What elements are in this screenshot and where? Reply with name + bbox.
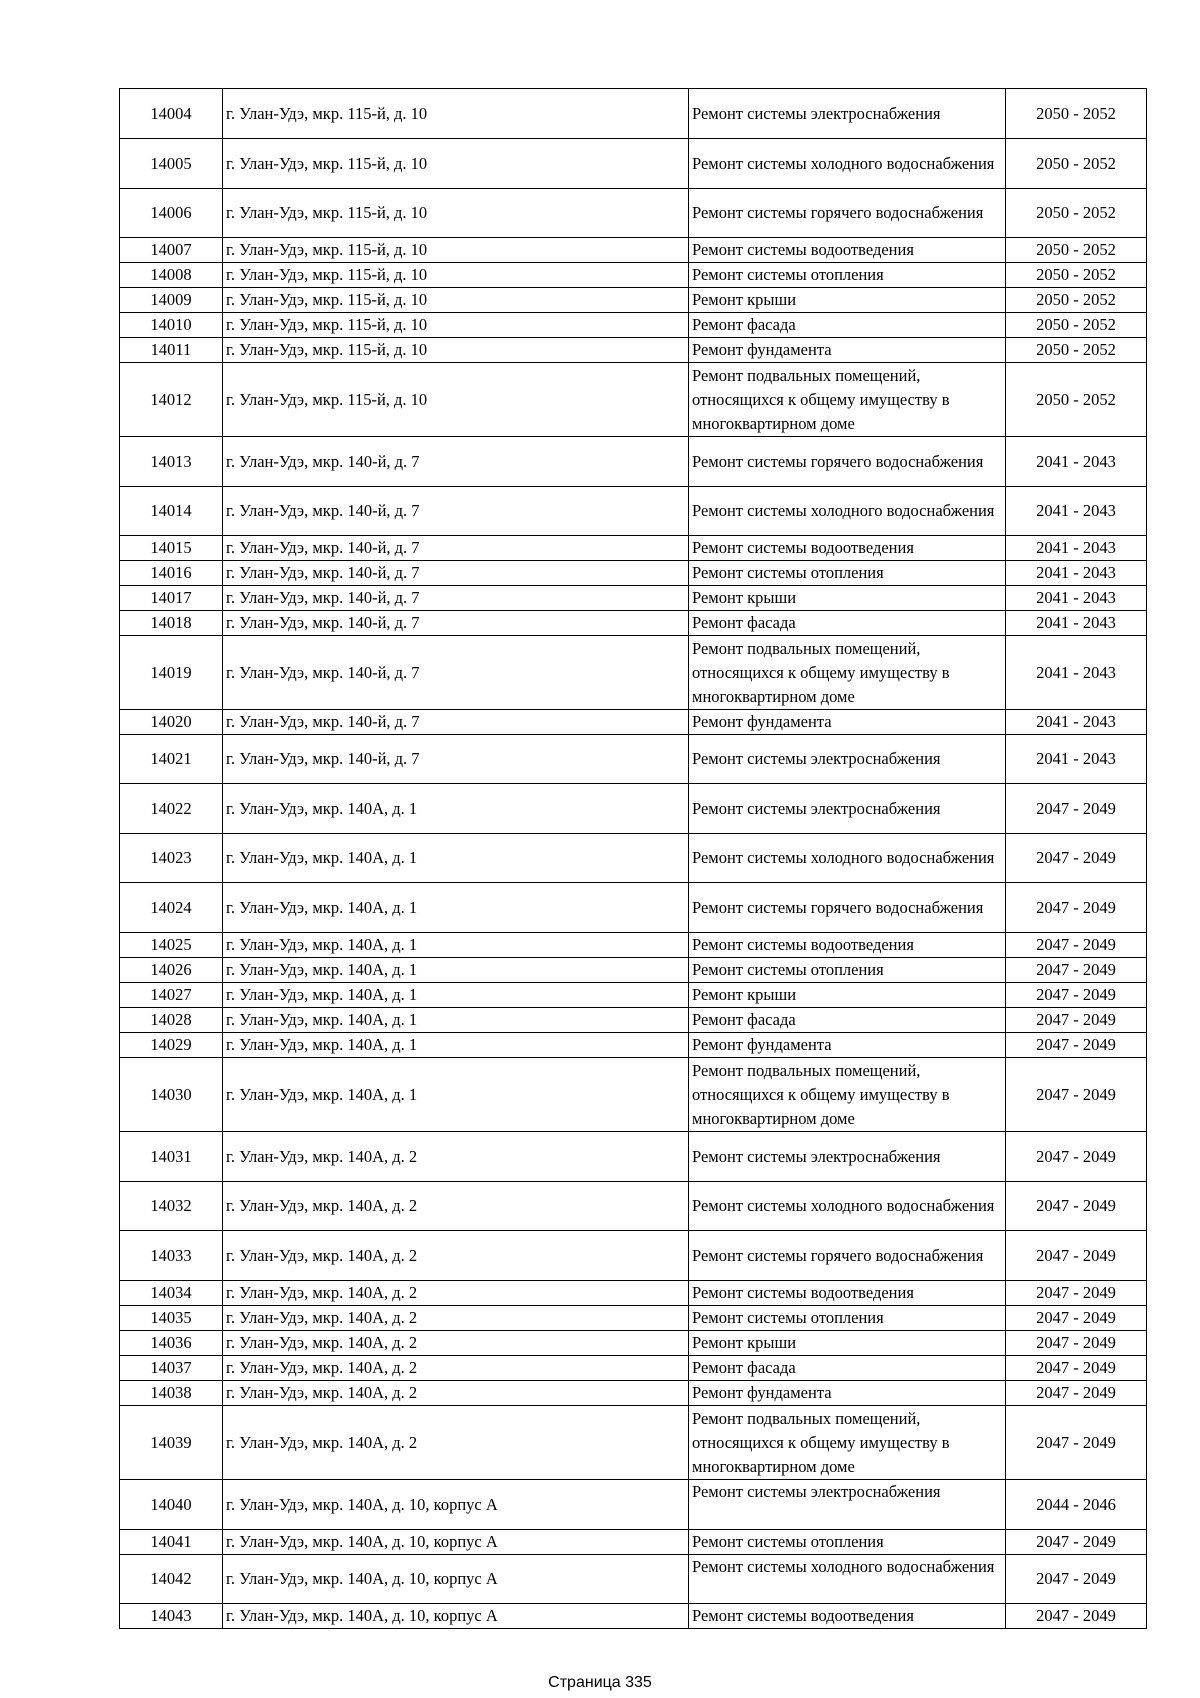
cell-record-id: 14006 [120,189,223,238]
table-row [120,139,1147,189]
cell-record-id: 14012 [120,363,223,437]
cell-period: 2047 - 2049 [1006,1604,1147,1629]
cell-address: г. Улан-Удэ, мкр. 140А, д. 1 [223,958,689,983]
cell-work-type: Ремонт крыши [689,1331,1006,1356]
table-row [120,189,1147,238]
table-row [120,561,1147,586]
table-row [120,1331,1147,1356]
table-row [120,1008,1147,1033]
cell-work-type: Ремонт крыши [689,586,1006,611]
cell-address: г. Улан-Удэ, мкр. 140-й, д. 7 [223,735,689,784]
table-row [120,313,1147,338]
cell-address: г. Улан-Удэ, мкр. 140А, д. 2 [223,1281,689,1306]
table-row [120,1033,1147,1058]
cell-address: г. Улан-Удэ, мкр. 140А, д. 1 [223,933,689,958]
table-row [120,1356,1147,1381]
cell-address: г. Улан-Удэ, мкр. 115-й, д. 10 [223,139,689,189]
cell-period: 2041 - 2043 [1006,487,1147,536]
cell-record-id: 14026 [120,958,223,983]
cell-work-type: Ремонт подвальных помещений, относящихся к общему имуществу в многоквартирном доме [689,363,1006,437]
cell-record-id: 14036 [120,1331,223,1356]
cell-period: 2050 - 2052 [1006,363,1147,437]
cell-record-id: 14041 [120,1530,223,1555]
cell-record-id: 14020 [120,710,223,735]
cell-period: 2050 - 2052 [1006,238,1147,263]
cell-address: г. Улан-Удэ, мкр. 140А, д. 2 [223,1306,689,1331]
cell-period: 2047 - 2049 [1006,1306,1147,1331]
table-row [120,1281,1147,1306]
cell-period: 2050 - 2052 [1006,89,1147,139]
cell-record-id: 14043 [120,1604,223,1629]
cell-work-type: Ремонт системы отопления [689,1306,1006,1331]
cell-record-id: 14038 [120,1381,223,1406]
cell-work-type: Ремонт фундамента [689,1381,1006,1406]
cell-period: 2050 - 2052 [1006,338,1147,363]
cell-record-id: 14029 [120,1033,223,1058]
cell-work-type: Ремонт системы холодного водоснабжения [689,834,1006,883]
table-row [120,1480,1147,1530]
cell-record-id: 14017 [120,586,223,611]
cell-period: 2041 - 2043 [1006,636,1147,710]
cell-record-id: 14032 [120,1182,223,1231]
cell-work-type: Ремонт фасада [689,611,1006,636]
table-row [120,611,1147,636]
cell-period: 2044 - 2046 [1006,1480,1147,1530]
cell-record-id: 14040 [120,1480,223,1530]
cell-record-id: 14033 [120,1231,223,1281]
table-row [120,834,1147,883]
cell-work-type: Ремонт фундамента [689,1033,1006,1058]
cell-work-type: Ремонт системы горячего водоснабжения [689,437,1006,487]
cell-address: г. Улан-Удэ, мкр. 115-й, д. 10 [223,189,689,238]
cell-record-id: 14019 [120,636,223,710]
cell-record-id: 14011 [120,338,223,363]
table-row [120,1381,1147,1406]
cell-work-type: Ремонт фасада [689,313,1006,338]
cell-work-type: Ремонт системы горячего водоснабжения [689,1231,1006,1281]
cell-period: 2047 - 2049 [1006,834,1147,883]
table-row [120,586,1147,611]
table-row [120,338,1147,363]
cell-record-id: 14030 [120,1058,223,1132]
cell-address: г. Улан-Удэ, мкр. 115-й, д. 10 [223,238,689,263]
cell-record-id: 14008 [120,263,223,288]
cell-record-id: 14014 [120,487,223,536]
cell-address: г. Улан-Удэ, мкр. 140-й, д. 7 [223,487,689,536]
cell-address: г. Улан-Удэ, мкр. 140-й, д. 7 [223,586,689,611]
cell-work-type: Ремонт системы отопления [689,561,1006,586]
cell-period: 2047 - 2049 [1006,1182,1147,1231]
cell-period: 2047 - 2049 [1006,958,1147,983]
cell-record-id: 14009 [120,288,223,313]
table-row [120,487,1147,536]
table-row [120,1132,1147,1182]
cell-period: 2047 - 2049 [1006,1555,1147,1604]
cell-period: 2041 - 2043 [1006,536,1147,561]
cell-period: 2041 - 2043 [1006,710,1147,735]
cell-address: г. Улан-Удэ, мкр. 140А, д. 2 [223,1331,689,1356]
page-number: Страница 335 [548,1674,652,1691]
cell-address: г. Улан-Удэ, мкр. 140А, д. 10, корпус А [223,1480,689,1530]
cell-address: г. Улан-Удэ, мкр. 140А, д. 1 [223,883,689,933]
cell-record-id: 14024 [120,883,223,933]
cell-record-id: 14007 [120,238,223,263]
table-row [120,437,1147,487]
table-row [120,263,1147,288]
cell-address: г. Улан-Удэ, мкр. 115-й, д. 10 [223,288,689,313]
cell-record-id: 14023 [120,834,223,883]
cell-address: г. Улан-Удэ, мкр. 115-й, д. 10 [223,89,689,139]
table-row [120,784,1147,834]
cell-record-id: 14031 [120,1132,223,1182]
cell-period: 2047 - 2049 [1006,983,1147,1008]
table-row [120,636,1147,710]
cell-record-id: 14042 [120,1555,223,1604]
cell-work-type: Ремонт системы холодного водоснабжения [689,1555,1006,1604]
cell-work-type: Ремонт системы водоотведения [689,933,1006,958]
cell-address: г. Улан-Удэ, мкр. 140А, д. 2 [223,1356,689,1381]
table-row [120,933,1147,958]
cell-work-type: Ремонт крыши [689,288,1006,313]
cell-work-type: Ремонт подвальных помещений, относящихся к общему имуществу в многоквартирном доме [689,636,1006,710]
cell-period: 2050 - 2052 [1006,189,1147,238]
cell-work-type: Ремонт подвальных помещений, относящихся к общему имуществу в многоквартирном доме [689,1058,1006,1132]
table-row [120,1530,1147,1555]
cell-work-type: Ремонт системы водоотведения [689,1604,1006,1629]
table-row [120,735,1147,784]
cell-period: 2047 - 2049 [1006,1008,1147,1033]
cell-address: г. Улан-Удэ, мкр. 140А, д. 1 [223,1058,689,1132]
cell-record-id: 14004 [120,89,223,139]
cell-address: г. Улан-Удэ, мкр. 140А, д. 1 [223,1008,689,1033]
cell-address: г. Улан-Удэ, мкр. 140А, д. 10, корпус А [223,1604,689,1629]
cell-address: г. Улан-Удэ, мкр. 140-й, д. 7 [223,561,689,586]
cell-address: г. Улан-Удэ, мкр. 140-й, д. 7 [223,636,689,710]
cell-period: 2047 - 2049 [1006,1381,1147,1406]
cell-record-id: 14035 [120,1306,223,1331]
cell-address: г. Улан-Удэ, мкр. 140А, д. 2 [223,1132,689,1182]
cell-period: 2047 - 2049 [1006,784,1147,834]
table-body [120,89,1147,1629]
table-row [120,710,1147,735]
table-row [120,1058,1147,1132]
cell-work-type: Ремонт системы холодного водоснабжения [689,487,1006,536]
cell-work-type: Ремонт системы электроснабжения [689,1480,1006,1530]
cell-address: г. Улан-Удэ, мкр. 140А, д. 2 [223,1231,689,1281]
cell-period: 2050 - 2052 [1006,263,1147,288]
cell-record-id: 14018 [120,611,223,636]
cell-work-type: Ремонт фундамента [689,710,1006,735]
table-row [120,1182,1147,1231]
cell-work-type: Ремонт системы горячего водоснабжения [689,883,1006,933]
cell-period: 2047 - 2049 [1006,1132,1147,1182]
cell-period: 2050 - 2052 [1006,313,1147,338]
cell-work-type: Ремонт подвальных помещений, относящихся к общему имуществу в многоквартирном доме [689,1406,1006,1480]
cell-address: г. Улан-Удэ, мкр. 115-й, д. 10 [223,263,689,288]
cell-address: г. Улан-Удэ, мкр. 140А, д. 1 [223,1033,689,1058]
cell-address: г. Улан-Удэ, мкр. 140А, д. 1 [223,983,689,1008]
capital-repair-table [119,88,1147,1629]
cell-period: 2041 - 2043 [1006,561,1147,586]
cell-record-id: 14034 [120,1281,223,1306]
cell-period: 2047 - 2049 [1006,933,1147,958]
cell-period: 2047 - 2049 [1006,1281,1147,1306]
cell-address: г. Улан-Удэ, мкр. 140А, д. 1 [223,784,689,834]
cell-record-id: 14039 [120,1406,223,1480]
cell-address: г. Улан-Удэ, мкр. 140А, д. 2 [223,1182,689,1231]
cell-address: г. Улан-Удэ, мкр. 140А, д. 2 [223,1406,689,1480]
table-row [120,1406,1147,1480]
cell-work-type: Ремонт фундамента [689,338,1006,363]
cell-period: 2041 - 2043 [1006,735,1147,784]
cell-record-id: 14021 [120,735,223,784]
table-row [120,983,1147,1008]
table-row [120,883,1147,933]
cell-record-id: 14016 [120,561,223,586]
table-row [120,238,1147,263]
cell-period: 2050 - 2052 [1006,139,1147,189]
table-row [120,1231,1147,1281]
cell-address: г. Улан-Удэ, мкр. 140А, д. 10, корпус А [223,1555,689,1604]
cell-work-type: Ремонт системы водоотведения [689,238,1006,263]
cell-period: 2047 - 2049 [1006,1406,1147,1480]
cell-work-type: Ремонт системы отопления [689,263,1006,288]
cell-period: 2041 - 2043 [1006,611,1147,636]
cell-work-type: Ремонт крыши [689,983,1006,1008]
table-row [120,288,1147,313]
cell-address: г. Улан-Удэ, мкр. 140-й, д. 7 [223,536,689,561]
table-row [120,1306,1147,1331]
cell-period: 2047 - 2049 [1006,1331,1147,1356]
cell-period: 2047 - 2049 [1006,1058,1147,1132]
table-row [120,536,1147,561]
cell-work-type: Ремонт системы холодного водоснабжения [689,139,1006,189]
cell-period: 2047 - 2049 [1006,1530,1147,1555]
cell-record-id: 14027 [120,983,223,1008]
cell-address: г. Улан-Удэ, мкр. 140-й, д. 7 [223,611,689,636]
cell-record-id: 14010 [120,313,223,338]
cell-address: г. Улан-Удэ, мкр. 115-й, д. 10 [223,363,689,437]
cell-address: г. Улан-Удэ, мкр. 140А, д. 10, корпус А [223,1530,689,1555]
table-row [120,958,1147,983]
cell-work-type: Ремонт системы отопления [689,1530,1006,1555]
cell-work-type: Ремонт фасада [689,1008,1006,1033]
cell-work-type: Ремонт системы отопления [689,958,1006,983]
table-row [120,1604,1147,1629]
table-row [120,89,1147,139]
cell-work-type: Ремонт системы горячего водоснабжения [689,189,1006,238]
cell-record-id: 14013 [120,437,223,487]
cell-period: 2050 - 2052 [1006,288,1147,313]
cell-work-type: Ремонт фасада [689,1356,1006,1381]
cell-address: г. Улан-Удэ, мкр. 115-й, д. 10 [223,313,689,338]
document-page [119,88,1146,1625]
cell-work-type: Ремонт системы электроснабжения [689,735,1006,784]
cell-record-id: 14028 [120,1008,223,1033]
cell-address: г. Улан-Удэ, мкр. 140-й, д. 7 [223,437,689,487]
cell-record-id: 14025 [120,933,223,958]
cell-address: г. Улан-Удэ, мкр. 115-й, д. 10 [223,338,689,363]
cell-period: 2047 - 2049 [1006,1231,1147,1281]
cell-period: 2047 - 2049 [1006,1356,1147,1381]
cell-work-type: Ремонт системы холодного водоснабжения [689,1182,1006,1231]
cell-work-type: Ремонт системы электроснабжения [689,89,1006,139]
cell-record-id: 14037 [120,1356,223,1381]
cell-period: 2047 - 2049 [1006,1033,1147,1058]
cell-address: г. Улан-Удэ, мкр. 140А, д. 2 [223,1381,689,1406]
cell-work-type: Ремонт системы водоотведения [689,1281,1006,1306]
cell-record-id: 14005 [120,139,223,189]
cell-address: г. Улан-Удэ, мкр. 140А, д. 1 [223,834,689,883]
table-row [120,363,1147,437]
table-row [120,1555,1147,1604]
cell-work-type: Ремонт системы электроснабжения [689,1132,1006,1182]
cell-record-id: 14022 [120,784,223,834]
cell-work-type: Ремонт системы водоотведения [689,536,1006,561]
cell-address: г. Улан-Удэ, мкр. 140-й, д. 7 [223,710,689,735]
cell-work-type: Ремонт системы электроснабжения [689,784,1006,834]
cell-record-id: 14015 [120,536,223,561]
cell-period: 2041 - 2043 [1006,586,1147,611]
cell-period: 2047 - 2049 [1006,883,1147,933]
cell-period: 2041 - 2043 [1006,437,1147,487]
